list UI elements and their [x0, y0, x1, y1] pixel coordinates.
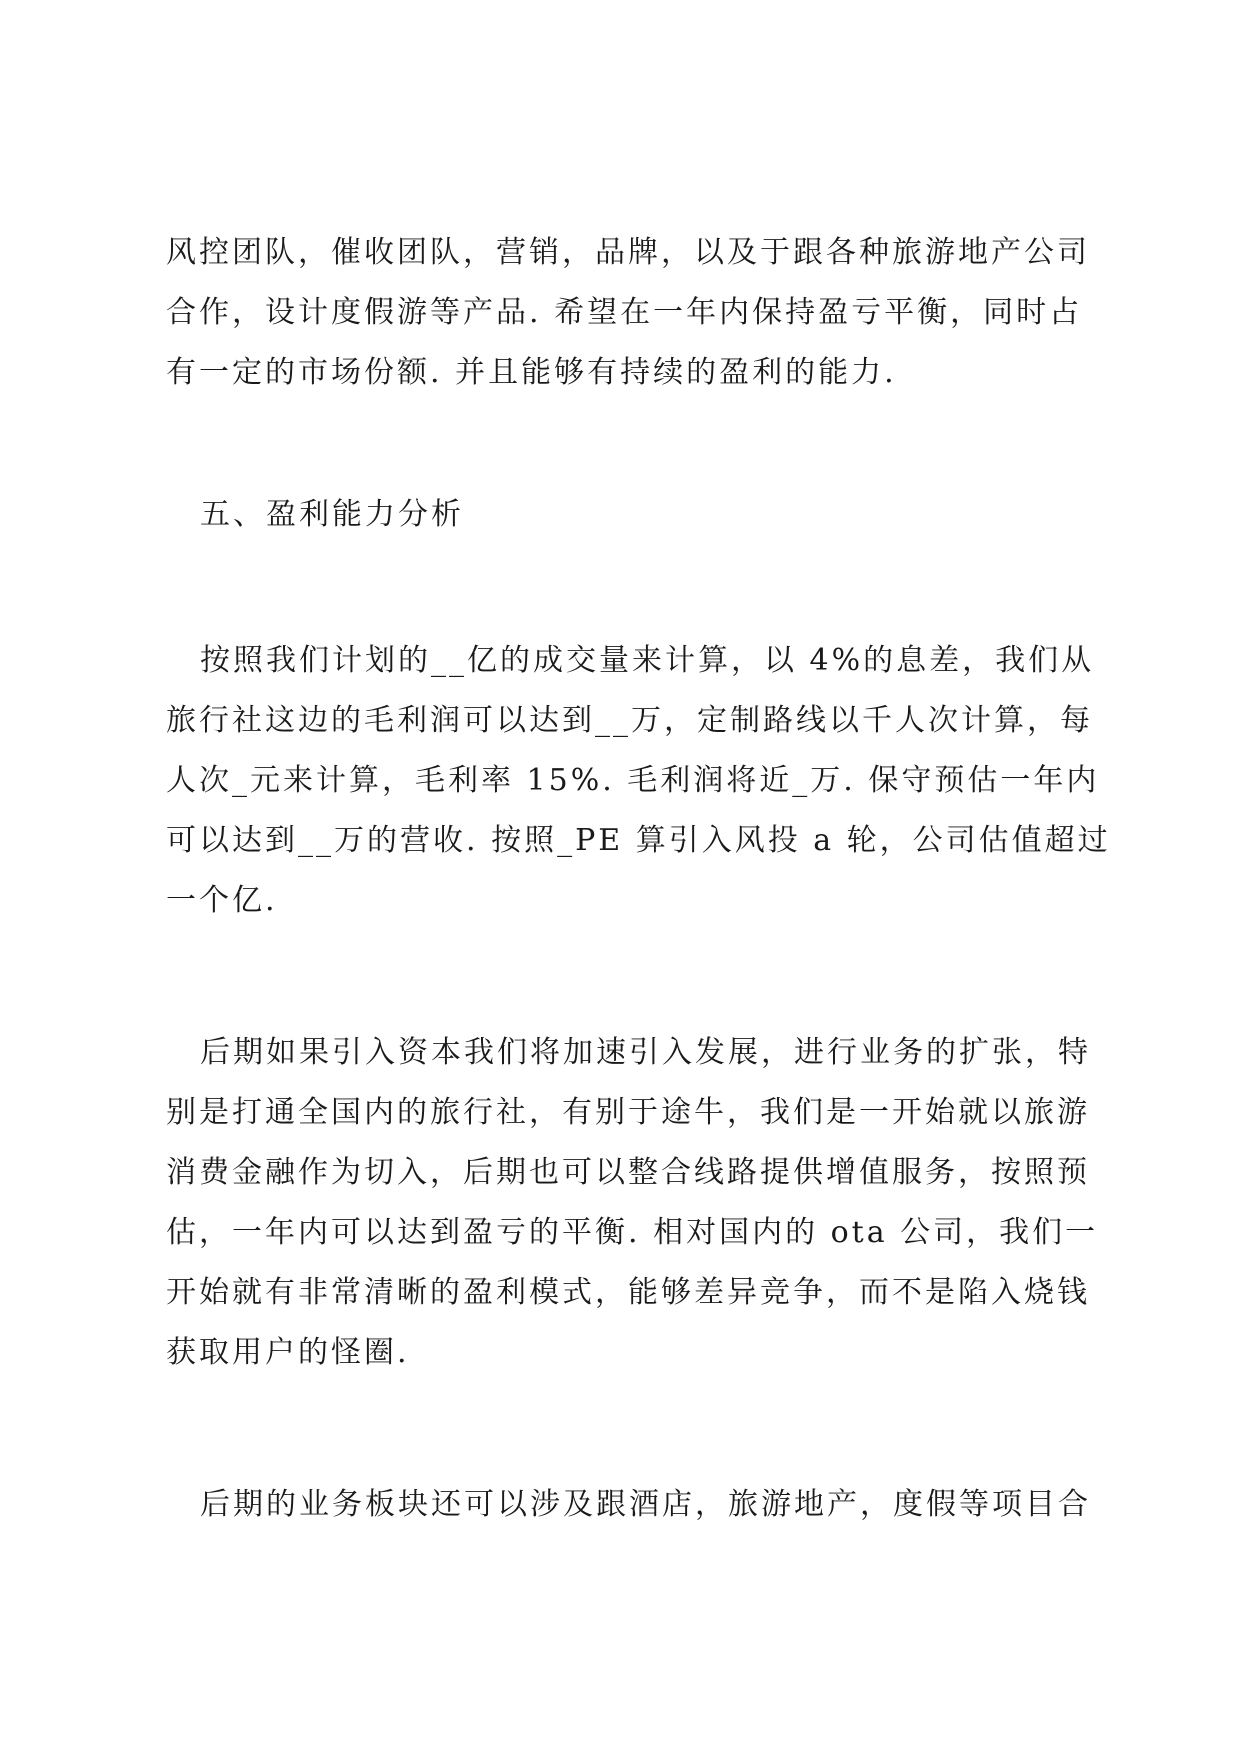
paragraph-profit-calc: [166, 631, 1111, 931]
text-line: 可以达到__万的营收. 按照_PE 算引入风投 a 轮，公司估值超过: [166, 823, 1111, 858]
text-line: 风控团队，催收团队，营销，品牌，以及于跟各种旅游地产公司: [166, 235, 1090, 270]
paragraph-expansion: [166, 1023, 1099, 1383]
text-line: 别是打通全国内的旅行社，有别于途牛，我们是一开始就以旅游: [166, 1095, 1090, 1130]
text-line: 有一定的市场份额. 并且能够有持续的盈利的能力.: [166, 355, 897, 390]
text-line: 旅行社这边的毛利润可以达到__万，定制路线以千人次计算，每: [166, 703, 1093, 738]
text-line: 合作，设计度假游等产品. 希望在一年内保持盈亏平衡，同时占: [166, 295, 1083, 330]
text-line: 消费金融作为切入，后期也可以整合线路提供增值服务，按照预: [166, 1155, 1090, 1190]
text-line: 估，一年内可以达到盈亏的平衡. 相对国内的 ota 公司，我们一: [166, 1215, 1099, 1250]
text-line: 一个亿.: [166, 883, 278, 918]
document-body: [166, 223, 1111, 1535]
text-line: 获取用户的怪圈.: [166, 1335, 410, 1370]
text-line: 后期的业务板块还可以涉及跟酒店，旅游地产，度假等项目合: [200, 1487, 1091, 1522]
text-line: 开始就有非常清晰的盈利模式，能够差异竞争，而不是陷入烧钱: [166, 1275, 1090, 1310]
text-line: 人次_元来计算，毛利率 15%. 毛利润将近_万. 保守预估一年内: [166, 763, 1100, 798]
text-line: 按照我们计划的__亿的成交量来计算，以 4%的息差，我们从: [200, 643, 1095, 678]
section-heading: 五、盈利能力分析: [200, 497, 464, 532]
paragraph-business-segments: [166, 1475, 1091, 1535]
paragraph-risk-team: [166, 223, 1090, 403]
text-line: 后期如果引入资本我们将加速引入发展，进行业务的扩张，特: [200, 1035, 1091, 1070]
